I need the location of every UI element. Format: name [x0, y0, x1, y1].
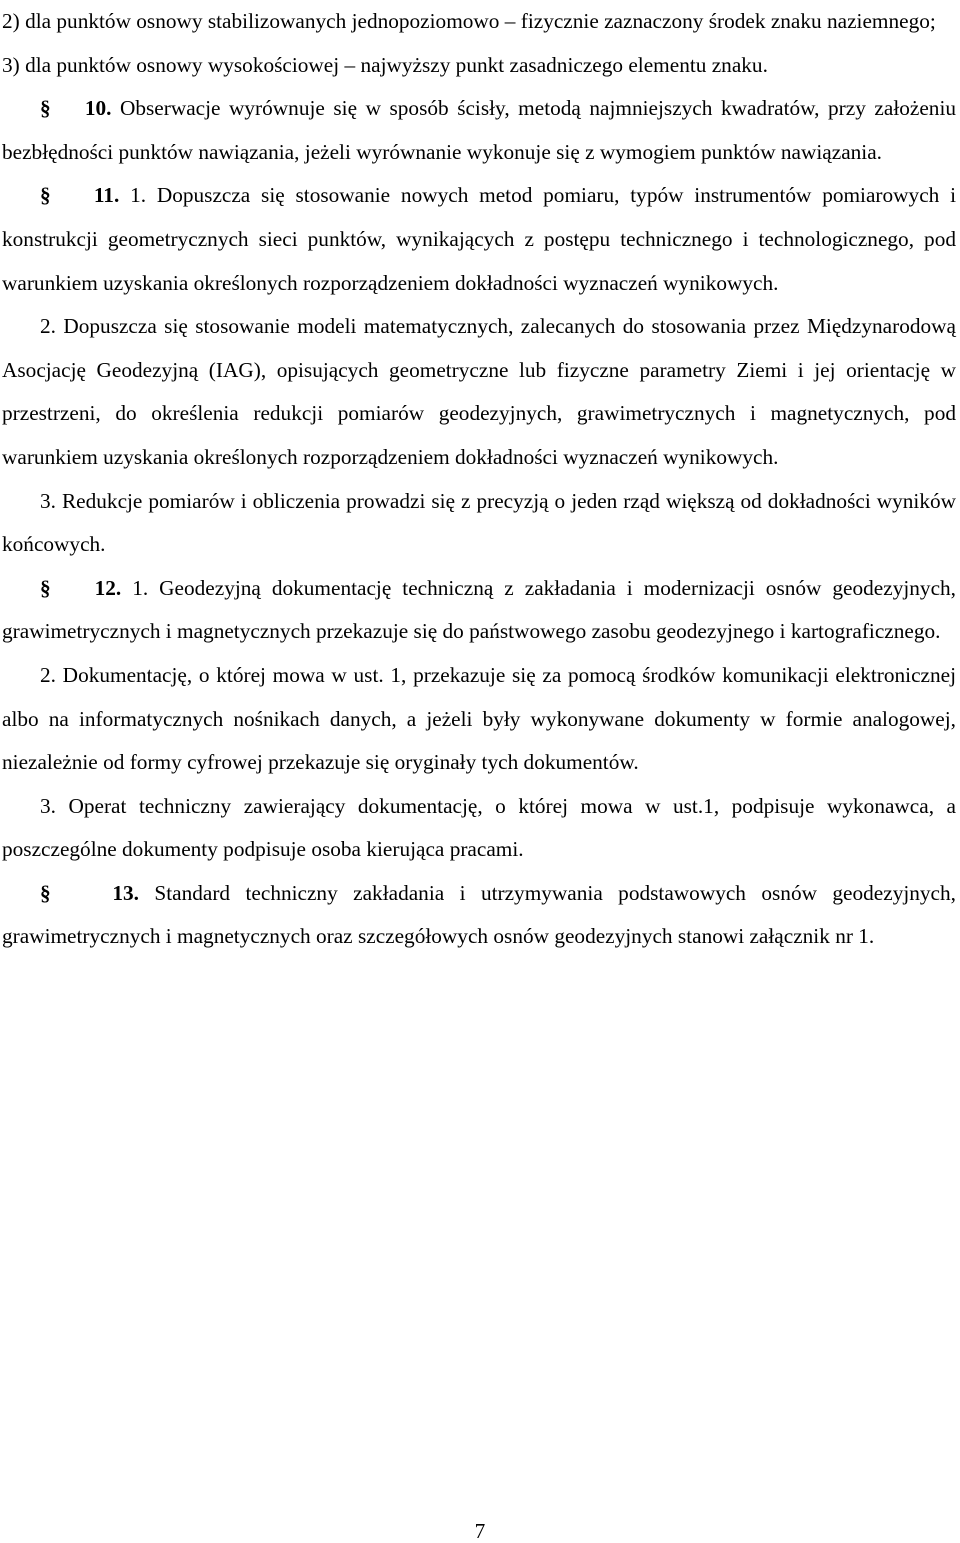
- paragraph-text: 1. Geodezyjną dokumentację techniczną z zakładania i modernizacji osnów geodezyjnych, grawimetrycznych i magnetycznych przekazuje się do państwowego zasobu geodezyjnego i kartograficznego.: [2, 575, 956, 644]
- section-sign: §: [40, 880, 51, 905]
- section-12-item-2: [2, 654, 956, 785]
- document-body: [2, 0, 956, 959]
- section-11-item-2: [2, 305, 956, 479]
- section-number: 13.: [112, 880, 139, 905]
- section-12-item-3: [2, 785, 956, 872]
- section-number: 11.: [93, 183, 120, 208]
- section-number: 12.: [94, 575, 122, 600]
- section-10-paragraph: [2, 87, 956, 174]
- paragraph-text: 1. Dopuszcza się stosowanie nowych metod pomiaru, typów instrumentów pomiarowych i konstrukcji geometrycznych sieci punktów, wynikających z postępu technicznego i technologicznego, pod warunkiem uzyskania określonych rozporządzeniem dokładności wyznaczeń wynikowych.: [2, 183, 957, 295]
- paragraph-text: 2. Dokumentację, o której mowa w ust. 1, przekazuje się za pomocą środków komunikacji elektronicznej albo na informatycznych nośnikach danych, a jeżeli były wykonywane dokumenty w formie analogowej, niezależnie od formy cyfrowej przekazuje się oryginały tych dokumentów.: [2, 662, 956, 775]
- paragraph-text: Standard techniczny zakładania i utrzymywania podstawowych osnów geodezyjnych, grawimetrycznych i magnetycznych oraz szczegółowych osnów geodezyjnych stanowi załącznik nr 1.: [2, 880, 956, 949]
- paragraph-text: 3. Redukcje pomiarów i obliczenia prowadzi się z precyzją o jeden rząd większą od dokładności wyników końcowych.: [2, 488, 956, 557]
- section-sign: §: [40, 183, 51, 208]
- section-sign: §: [40, 575, 51, 600]
- paragraph-text: 3. Operat techniczny zawierający dokumentację, o której mowa w ust.1, podpisuje wykonawca, a poszczególne dokumenty podpisuje osoba kierująca pracami.: [2, 793, 956, 862]
- section-13-paragraph: [2, 872, 956, 959]
- section-12-paragraph: [2, 567, 956, 654]
- section-sign: §: [40, 96, 51, 121]
- paragraph-text: 2) dla punktów osnowy stabilizowanych jednopoziomowo – fizycznie zaznaczony środek znaku naziemnego;: [2, 9, 936, 33]
- paragraph-text: 2. Dopuszcza się stosowanie modeli matematycznych, zalecanych do stosowania przez Międzynarodową Asocjację Geodezyjną (IAG), opisujących geometryczne lub fizyczne parametry Ziemi i jej orientację w przestrzeni, do określenia redukcji pomiarów geodezyjnych, grawimetrycznych i magnetycznych, pod warunkiem uzyskania określonych rozporządzeniem dokładności wyznaczeń wynikowych.: [2, 314, 956, 469]
- section-11-item-3: [2, 480, 956, 567]
- section-11-paragraph: [2, 174, 956, 305]
- list-item-3: [2, 44, 956, 88]
- section-number: 10.: [84, 96, 112, 121]
- paragraph-text: Obserwacje wyrównuje się w sposób ścisły, metodą najmniejszych kwadratów, przy założeniu bezbłędności punktów nawiązania, jeżeli wyrównanie wykonuje się z wymogiem punktów nawiązania.: [2, 96, 957, 164]
- paragraph-text: 3) dla punktów osnowy wysokościowej – najwyższy punkt zasadniczego elementu znaku.: [2, 52, 768, 77]
- list-item-2: [2, 0, 956, 44]
- page-number: 7: [474, 1519, 486, 1543]
